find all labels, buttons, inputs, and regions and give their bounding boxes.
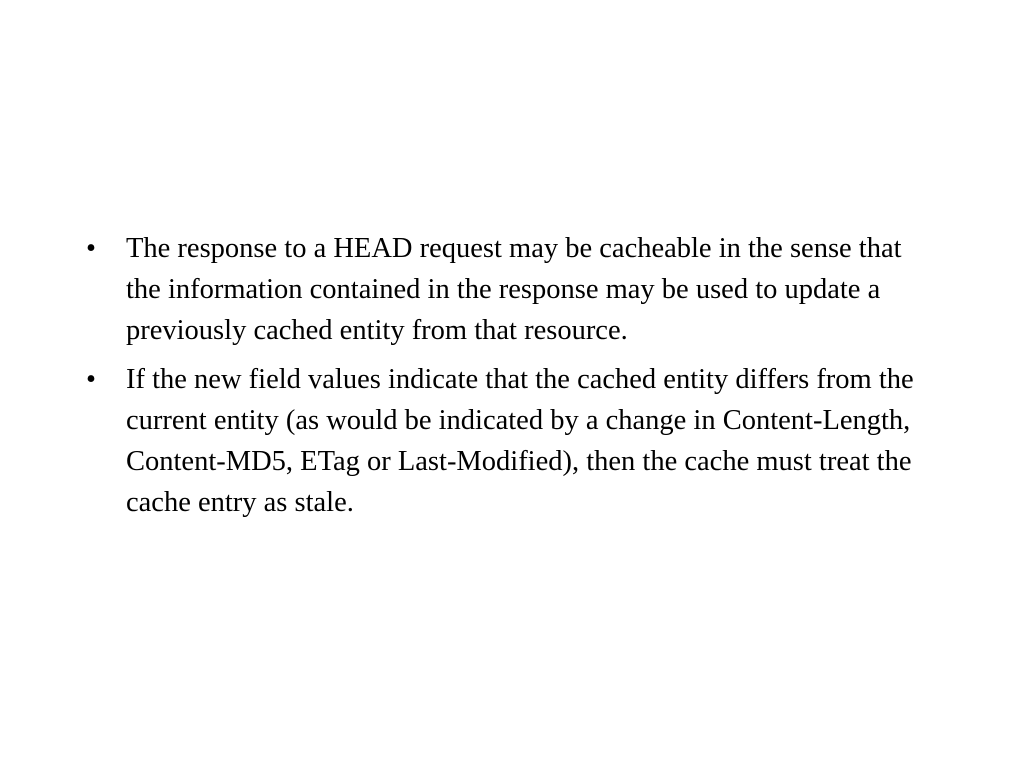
- bullet-text: The response to a HEAD request may be cacheable in the sense that the information contained in the response may be used to update a previously cached entity from that resource.: [126, 233, 902, 346]
- bullet-icon: •: [86, 233, 96, 264]
- bullet-list: [84, 228, 934, 531]
- bullet-icon: •: [86, 364, 96, 395]
- bullet-item: [84, 359, 934, 523]
- bullet-text: If the new field values indicate that the cached entity differs from the current entity (as would be indicated by a change in Content-Length, Content-MD5, ETag or Last-Modified), then the cache must treat the cache entry as stale.: [126, 364, 914, 518]
- bullet-item: [84, 228, 934, 351]
